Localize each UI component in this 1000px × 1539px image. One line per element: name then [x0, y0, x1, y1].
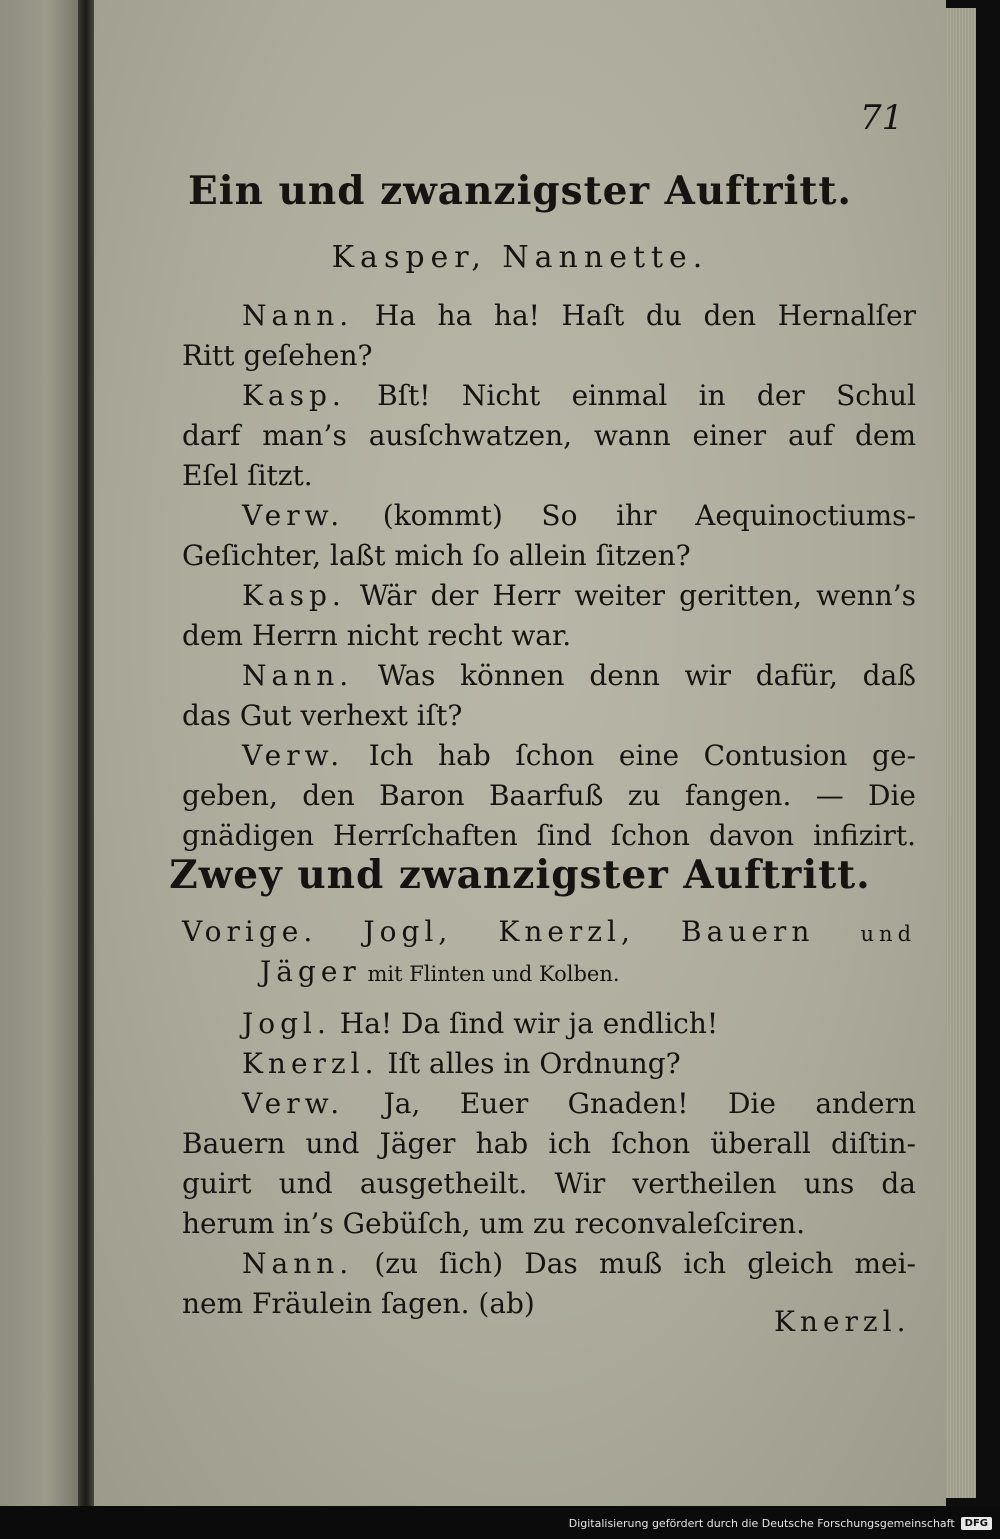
page-number: 71 — [860, 98, 904, 138]
speaker: Nann. — [242, 299, 354, 332]
text-line: Knerzl. Iſt alles in Ordnung? — [242, 1047, 681, 1080]
text-line: Nann. Was können denn wir dafür, daß — [242, 659, 916, 692]
text-line: geben, den Baron Baarfuß zu fangen. — Die — [182, 779, 916, 812]
text-line: Jogl. Ha! Da ſind wir ja endlich! — [242, 1007, 719, 1040]
speaker: Verw. — [242, 1087, 345, 1120]
speaker: Kasp. — [242, 379, 346, 412]
dfg-logo: DFG — [961, 1517, 992, 1530]
cast-list-22-cont: Jäger mit Flinten und Kolben. — [260, 955, 620, 988]
book-gutter — [78, 0, 94, 1539]
left-page-edge — [0, 0, 78, 1539]
text-line: guirt und ausgetheilt. Wir vertheilen uns da — [182, 1167, 916, 1200]
speaker: Nann. — [242, 659, 354, 692]
speaker: Jogl. — [242, 1007, 331, 1040]
speaker: Verw. — [242, 739, 345, 772]
text-line: dem Herrn nicht recht war. — [182, 619, 572, 652]
text-line: Kasp. Bſt! Nicht einmal in der Schul — [242, 379, 916, 412]
text-line: Nann. Ha ha ha! Haſt du den Hernalſer — [242, 299, 916, 332]
text-line: Verw. Ich hab ſchon eine Contusion ge- — [242, 739, 916, 772]
text-line: herum in’s Gebüſch, um zu reconvaleſciren. — [182, 1207, 806, 1240]
speaker: Verw. — [242, 499, 345, 532]
scene-heading-22: Zwey und zwanzigster Auftritt. — [169, 852, 871, 898]
footer-credit — [569, 1513, 992, 1533]
text-line: Verw. Ja, Euer Gnaden! Die andern — [242, 1087, 916, 1120]
text-line: nem Fräulein ſagen. (ab) — [182, 1287, 535, 1320]
text-line: Nann. (zu ſich) Das muß ich gleich mei- — [242, 1247, 916, 1280]
page-edges — [946, 8, 976, 1498]
text-line: Geſichter, laßt mich ſo allein ſitzen? — [182, 539, 691, 572]
text-line: das Gut verhext iſt? — [182, 699, 463, 732]
catchword: Knerzl. — [774, 1305, 911, 1338]
text-line: Ritt geſehen? — [182, 339, 373, 372]
text-line: Eſel ſitzt. — [182, 459, 313, 492]
text-line: darf man’s ausſchwatzen, wann einer auf dem — [182, 419, 916, 452]
text-line: Verw. (kommt) So ihr Aequinoctiums- — [242, 499, 916, 532]
cast-list-22: Vorige. Jogl, Knerzl, Bauern und — [182, 915, 917, 948]
scene-heading-21: Ein und zwanzigster Auftritt. — [188, 168, 852, 214]
text-line: Kasp. Wär der Herr weiter geritten, wenn’s — [242, 579, 916, 612]
text-line: Bauern und Jäger hab ich ſchon überall diſtin- — [182, 1127, 916, 1160]
text-line: gnädigen Herrſchaften ſind ſchon davon infizirt. — [182, 819, 916, 852]
footer-text: Digitalisierung gefördert durch die Deutsche Forschungsgemeinschaft — [568, 1516, 955, 1530]
speaker: Knerzl. — [242, 1047, 379, 1080]
speaker: Kasp. — [242, 579, 346, 612]
speaker: Nann. — [242, 1247, 354, 1280]
cast-list-21: Kasper, Nannette. — [331, 240, 709, 275]
book-page — [94, 0, 946, 1506]
